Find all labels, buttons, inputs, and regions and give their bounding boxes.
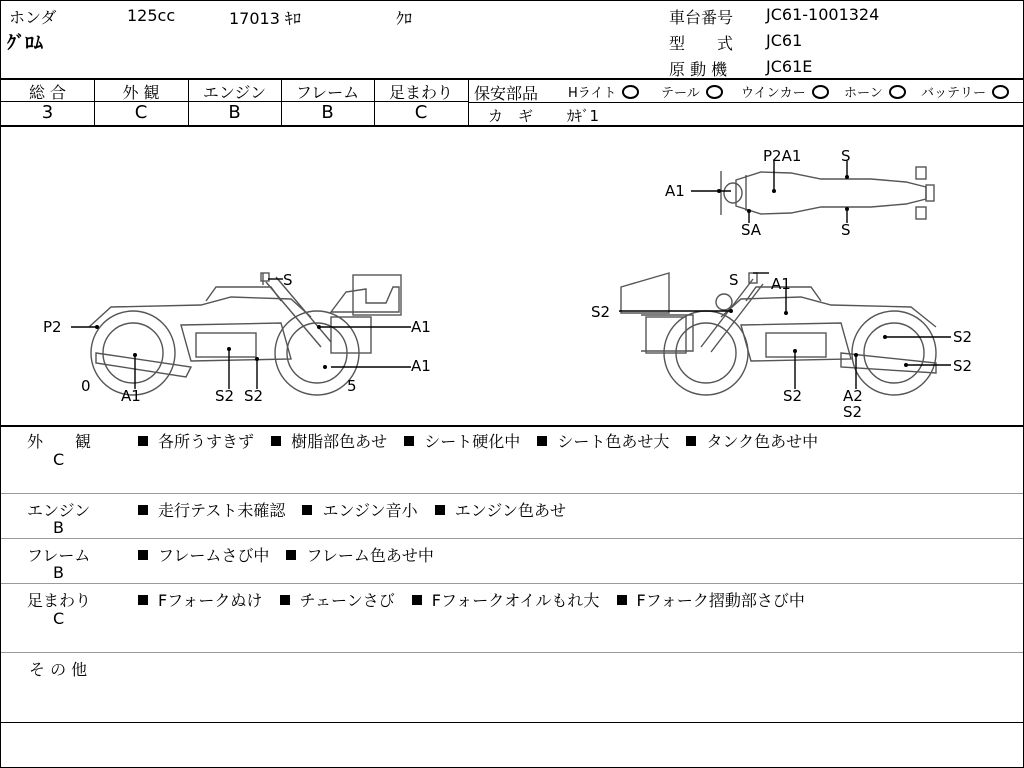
top-label-p2a1: P2A1 (763, 147, 802, 165)
grade-label-overall: 総 合 (28, 83, 67, 102)
top-label-s2: S (841, 221, 851, 239)
remarks-divider (1, 538, 1023, 539)
grade-col-divider (468, 79, 469, 125)
frame-no-label: 車台番号 (669, 8, 734, 27)
left-label-s2-frame: S2 (244, 387, 264, 405)
bullet-icon (138, 505, 148, 515)
remark-grade-engine: B (53, 518, 64, 537)
type-label: 型 式 (669, 34, 734, 53)
bullet-icon (302, 505, 312, 515)
remark-grade-suspension: C (53, 609, 65, 628)
bullet-icon (280, 595, 290, 605)
bullet-icon (138, 550, 148, 560)
bullet-icon (686, 436, 696, 446)
defect-item: フレームさび中 (158, 546, 270, 565)
defect-item: 樹脂部色あせ (291, 432, 388, 451)
status-circle-icon (706, 85, 723, 99)
remark-label-suspension: 足まわり (27, 591, 92, 610)
engine-label: 原 動 機 (669, 60, 728, 79)
grade-label-frame: フレーム (295, 83, 360, 102)
left-label-a1-tank: A1 (411, 318, 431, 336)
maker: ホンダ (9, 8, 57, 27)
left-label-s2-engine: S2 (215, 387, 235, 405)
safety-item-horn (844, 82, 906, 101)
safety-item-tail (661, 82, 723, 101)
remarks-top-border (1, 425, 1023, 427)
remarks-bottom-border (1, 722, 1023, 723)
key-label: カ ギ (488, 107, 534, 125)
defect-item: タンク色あせ中 (706, 432, 819, 451)
remark-items-suspension (138, 588, 817, 611)
remark-items-frame (138, 543, 446, 566)
grade-label-engine: エンジン (202, 83, 267, 102)
top-label-sa: SA (741, 221, 762, 239)
bullet-icon (271, 436, 281, 446)
safety-item-winker (741, 82, 829, 101)
right-label-s2-exhaust: S2 (843, 403, 863, 421)
status-circle-icon (812, 85, 829, 99)
remark-label-frame: フレーム (27, 546, 91, 565)
left-view-motorcycle (71, 273, 411, 395)
grade-value-frame: B (321, 102, 334, 123)
defect-item: チェーンさび (299, 591, 395, 610)
left-label-p2: P2 (43, 318, 62, 336)
engine-value: JC61E (766, 57, 813, 76)
right-label-s: S (729, 271, 739, 289)
defect-item: Fフォーク摺動部さび中 (636, 591, 805, 610)
bullet-icon (412, 595, 422, 605)
defect-item: Fフォークぬけ (158, 591, 263, 610)
left-label-s: S (283, 271, 293, 289)
safety-item-name: バッテリー (921, 86, 987, 101)
safety-item-headlight (568, 82, 639, 101)
remarks-divider (1, 583, 1023, 584)
type-value: JC61 (766, 31, 803, 50)
frame-no: JC61-1001324 (766, 5, 880, 24)
bullet-icon (435, 505, 445, 515)
bullet-icon (404, 436, 414, 446)
status-circle-icon (889, 85, 906, 99)
body-color: ｸﾛ (396, 9, 413, 28)
grade-value-overall: 3 (41, 102, 54, 123)
safety-item-name: テール (661, 86, 700, 101)
safety-item-name: Hライト (568, 86, 617, 101)
safety-item-name: ウインカー (741, 86, 806, 101)
key-value: ｶｷﾞ1 (567, 107, 600, 125)
left-label-5: 5 (347, 377, 357, 395)
left-label-0: 0 (81, 377, 91, 395)
damage-diagram (1, 127, 1023, 425)
defect-item: エンジン音小 (322, 501, 418, 520)
remark-items-exterior (138, 429, 830, 452)
bullet-icon (138, 436, 148, 446)
bullet-icon (537, 436, 547, 446)
status-circle-icon (622, 85, 639, 99)
grade-label-exterior: 外 観 (122, 83, 160, 102)
safety-item-battery (921, 82, 1009, 101)
top-view-motorcycle (691, 161, 934, 223)
remark-label-exterior: 外 観 (27, 432, 92, 451)
defect-item: シート色あせ大 (557, 432, 670, 451)
safety-item-name: ホーン (844, 86, 883, 101)
right-label-a1: A1 (771, 275, 791, 293)
grade-value-suspension: C (414, 102, 428, 123)
defect-item: 走行テスト未確認 (158, 501, 286, 520)
remark-grade-frame: B (53, 563, 64, 582)
bullet-icon (138, 595, 148, 605)
defect-item: エンジン色あせ (454, 501, 566, 520)
remarks-divider (1, 652, 1023, 653)
status-circle-icon (992, 85, 1009, 99)
defect-item: フレーム色あせ中 (306, 546, 434, 565)
left-label-a1-wheel: A1 (411, 357, 431, 375)
defect-item: Fフォークオイルもれ大 (431, 591, 600, 610)
right-label-s2-engine: S2 (783, 387, 803, 405)
grade-label-suspension: 足まわり (388, 83, 453, 102)
remark-label-other: そ の 他 (29, 660, 88, 679)
remark-items-engine (138, 498, 578, 521)
bullet-icon (617, 595, 627, 605)
displacement: 125cc (127, 6, 176, 25)
safety-mid-border (468, 102, 1023, 103)
defect-item: シート硬化中 (424, 432, 521, 451)
model-name: ｸﾞﾛﾑ (7, 33, 43, 54)
right-label-s2-wheel: S2 (953, 357, 973, 375)
right-label-s2-box: S2 (591, 303, 611, 321)
left-label-a1-exhaust: A1 (121, 387, 141, 405)
defect-item: 各所うすきず (158, 432, 255, 451)
remark-label-engine: エンジン (27, 501, 91, 520)
right-label-a2: A2 (843, 387, 863, 405)
remark-grade-exterior: C (53, 450, 65, 469)
grade-value-exterior: C (134, 102, 148, 123)
top-label-s: S (841, 147, 851, 165)
bullet-icon (286, 550, 296, 560)
right-label-s2-rear: S2 (953, 328, 973, 346)
safety-label: 保安部品 (474, 84, 539, 103)
grade-value-engine: B (228, 102, 241, 123)
remarks-divider (1, 493, 1023, 494)
top-label-a1: A1 (665, 182, 685, 200)
mileage: 17013 ｷﾛ (229, 9, 301, 28)
